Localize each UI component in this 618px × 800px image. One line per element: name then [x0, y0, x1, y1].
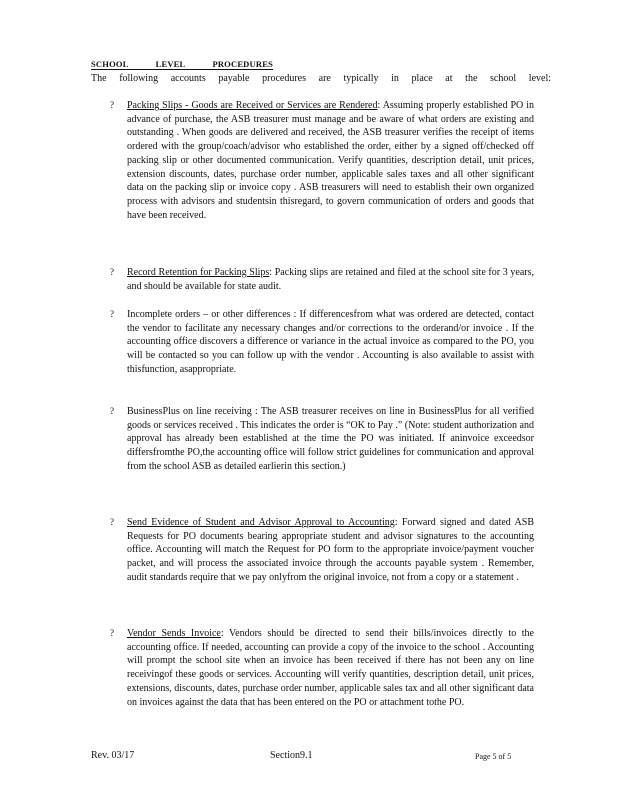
list-item-body	[127, 627, 534, 709]
footer-revision: Rev. 03/17	[91, 750, 135, 761]
item-title: Record Retention for Packing Slips	[127, 267, 270, 278]
bullet-glyph: ?	[110, 628, 114, 638]
intro-paragraph: The following accounts payable procedures are typically in place at the school level:	[91, 73, 551, 84]
list-item-body	[127, 99, 534, 222]
item-title: Send Evidence of Student and Advisor Approval to Accounting	[127, 517, 395, 528]
item-text: : Forward signed and dated ASB Requests for PO documents bearing appropriate student and advisor signatures to the accounting office. Accounting will match the Request for PO form to the appropriate invoice/payment voucher packet, and will process the associated invoice through the accounts payable system . Remember, audit standards require that we pay onlyfrom the original invoice, not from a copy or a statement .	[127, 517, 535, 583]
list-item-body	[127, 308, 534, 377]
heading-word: SCHOOL	[91, 59, 129, 69]
footer-page-number: Page 5 of 5	[475, 752, 512, 761]
heading-word: PROCEDURES	[212, 59, 273, 69]
item-text: : Packing slips are retained and filed at the school site for 3 years, and should be available for state audit.	[127, 267, 534, 292]
list-item-body	[127, 405, 534, 474]
list-item-body	[127, 516, 534, 585]
list-item-body	[127, 266, 534, 293]
item-text: BusinessPlus on line receiving : The ASB treasurer receives on line in BusinessPlus for all verified goods or services received . This indicates the order is “OK to Pay .” (Note: student authorization and approval has already been established at the time the PO was initiated. If aninvoice exceedsor differsfromthe PO,the accounting office will follow strict guidelines for communication and approval from the school ASB as detailed earlierin this section.)	[127, 406, 534, 472]
bullet-glyph: ?	[110, 309, 114, 319]
item-text: : Vendors should be directed to send their bills/invoices directly to the accounting office. If needed, accounting can provide a copy of the invoice to the school . Accounting will prompt the school site when an invoice has been received if there has not been any on line receivingof these goods or services. Accounting will verify quantities, description detail, unit prices, extensions, discounts, dates, purchase order number, applicable sales tax and all other significant data on invoices against the data that has been entered on the PO or attachment tothe PO.	[127, 628, 534, 708]
bullet-glyph: ?	[110, 267, 114, 277]
bullet-glyph: ?	[110, 517, 114, 527]
bullet-glyph: ?	[110, 100, 114, 110]
item-text: Incomplete orders – or other differences : If differencesfrom what was ordered are detected, contact the vendor to facilitate any necessary changes and/or corrections to the orderand/or invoice . If the accounting office discovers a difference or variance in the actual invoice as compared to the PO, you will be contacted so you can follow up with the vendor . Accounting is also available to assist with thisfunction, asappropriate.	[127, 309, 534, 375]
heading-word: LEVEL	[155, 59, 186, 69]
section-heading	[91, 59, 273, 70]
item-title: Packing Slips - Goods are Received or Services are Rendered	[127, 100, 378, 111]
item-title: Vendor Sends Invoice	[127, 628, 221, 639]
item-text: : Assuming properly established PO in advance of purchase, the ASB treasurer must manage and be aware of what orders are existing and outstanding . When goods are delivered and received, the ASB treasurer verifies the receipt of items ordered with the group/coach/advisor who established the order, either by a signed off/checked off packing slip or other documented communication. Verify quantities, description detail, unit prices, extension discounts, dates, purchase order number, applicable sales taxes and all other significant data on the packing slip or invoice copy . ASB treasurers will need to establish their own organized process with advisors and studentsin thisregard, to govern communication of orders and goods that have been received.	[127, 100, 534, 221]
footer-section: Section9.1	[270, 750, 313, 761]
bullet-glyph: ?	[110, 406, 114, 416]
